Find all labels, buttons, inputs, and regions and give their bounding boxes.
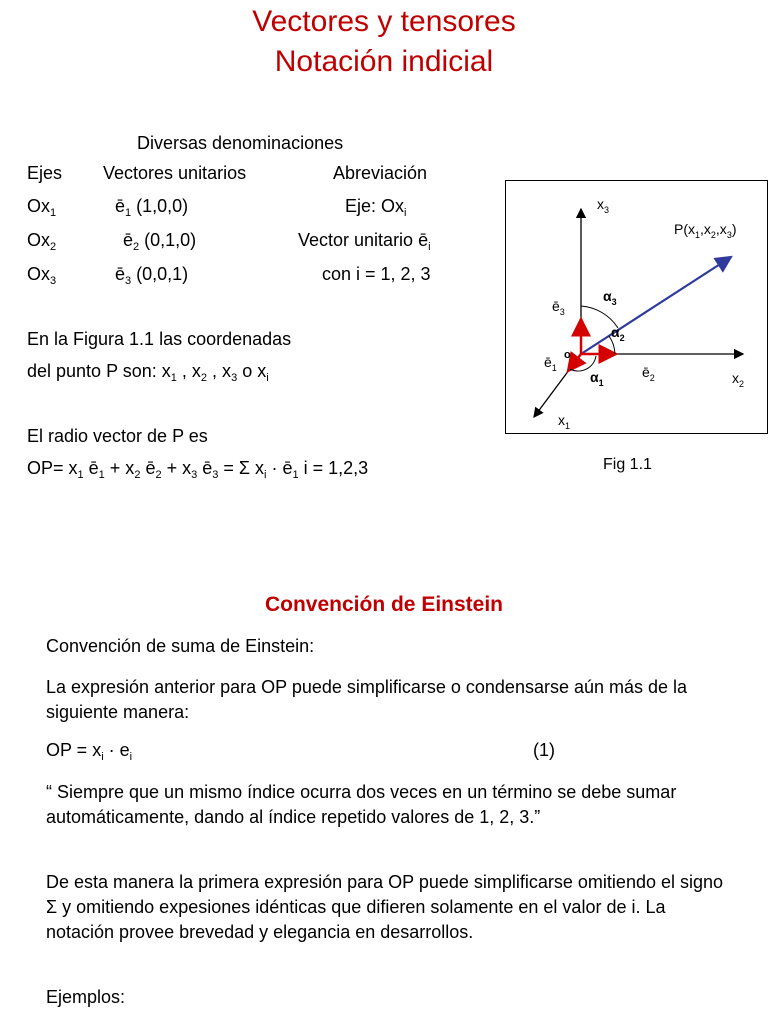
examples-label: Ejemplos: xyxy=(46,987,126,1007)
alpha1-label: $\alpha_1$ xyxy=(590,369,604,388)
e1-label: $ē_1$ xyxy=(544,354,557,373)
x2-label: $x_2$ xyxy=(732,370,745,389)
col-header-abbreviation: Abreviación xyxy=(333,163,428,183)
page-subtitle: Notación indicial xyxy=(274,45,494,78)
alpha2-label: $\alpha_2$ xyxy=(611,324,625,343)
col-header-axes: Ejes xyxy=(27,163,63,183)
page-title: Vectores y tensores xyxy=(252,5,516,38)
row3-vector: $ē_3$ (0,0,1) xyxy=(115,264,189,287)
origin-label: o xyxy=(564,349,571,361)
row3-abbr: con i = 1, 2, 3 xyxy=(322,264,431,284)
col-header-unit-vectors: Vectores unitarios xyxy=(103,163,247,183)
row1-abbr: Eje: $Ox_i$ xyxy=(345,196,407,219)
alpha3-label: $\alpha_3$ xyxy=(603,288,617,307)
einstein-heading: Convención de Einstein xyxy=(264,593,504,616)
row2-abbr: Vector unitario $ē_i$ xyxy=(298,230,431,253)
row1-axis: $Ox_1$ xyxy=(27,196,57,219)
point-p-label: $P(x_1,x_2,x_3)$ xyxy=(674,221,737,240)
einstein-p1: Convención de suma de Einstein: xyxy=(46,636,315,656)
radio-vector-text: El radio vector de P es xyxy=(27,426,208,446)
row2-axis: $Ox_2$ xyxy=(27,230,57,253)
row2-vector: $ē_2$ (0,1,0) xyxy=(123,230,197,253)
einstein-p4: De esta manera la primera expresión para OP puede simplificarse omitiendo el signo Σ y omitiendo expesiones idénticas que difieren solamente en el valor de i. La notación provee brevedad y elegancia en desarrollos. xyxy=(46,872,724,942)
figure-frame xyxy=(505,180,768,434)
x3-label: $x_3$ xyxy=(597,196,610,215)
coordinate-diagram xyxy=(506,181,767,433)
row3-axis: $Ox_3$ xyxy=(27,264,57,287)
op-vector xyxy=(581,257,731,354)
e2-label: $ē_2$ xyxy=(642,364,655,383)
e3-label: $ē_3$ xyxy=(552,298,565,317)
einstein-quote: “ Siempre que un mismo índice ocurra dos veces en un término se debe sumar automáticamente, dando al índice repetido valores de 1, 2, 3.” xyxy=(46,782,677,827)
figure-caption: Fig 1.1 xyxy=(603,456,652,473)
equation-1: OP = $x_i \cdot e_i$ xyxy=(46,740,133,763)
fig-text-line1: En la Figura 1.1 las coordenadas xyxy=(27,329,292,349)
row1-vector: $ē_1$ (1,0,0) xyxy=(115,196,189,219)
x1-label: $x_1$ xyxy=(558,412,571,431)
op-equation: $OP= x_1$ $ē_1 + x_2$ $ē_2 + x_3$ $ē_3 = \Sigma$ $x_i$ · $ē_1$ i = 1,2,3 xyxy=(27,458,369,481)
section-heading: Diversas denominaciones xyxy=(137,133,344,153)
einstein-p2: La expresión anterior para OP puede simplificarse o condensarse aún más de la siguiente manera: xyxy=(46,677,688,722)
equation-1-number: (1) xyxy=(533,740,555,760)
fig-text-line2: del punto P son: $x_1$ , $x_2$ , $x_3$ o $x_i$ xyxy=(27,361,269,384)
